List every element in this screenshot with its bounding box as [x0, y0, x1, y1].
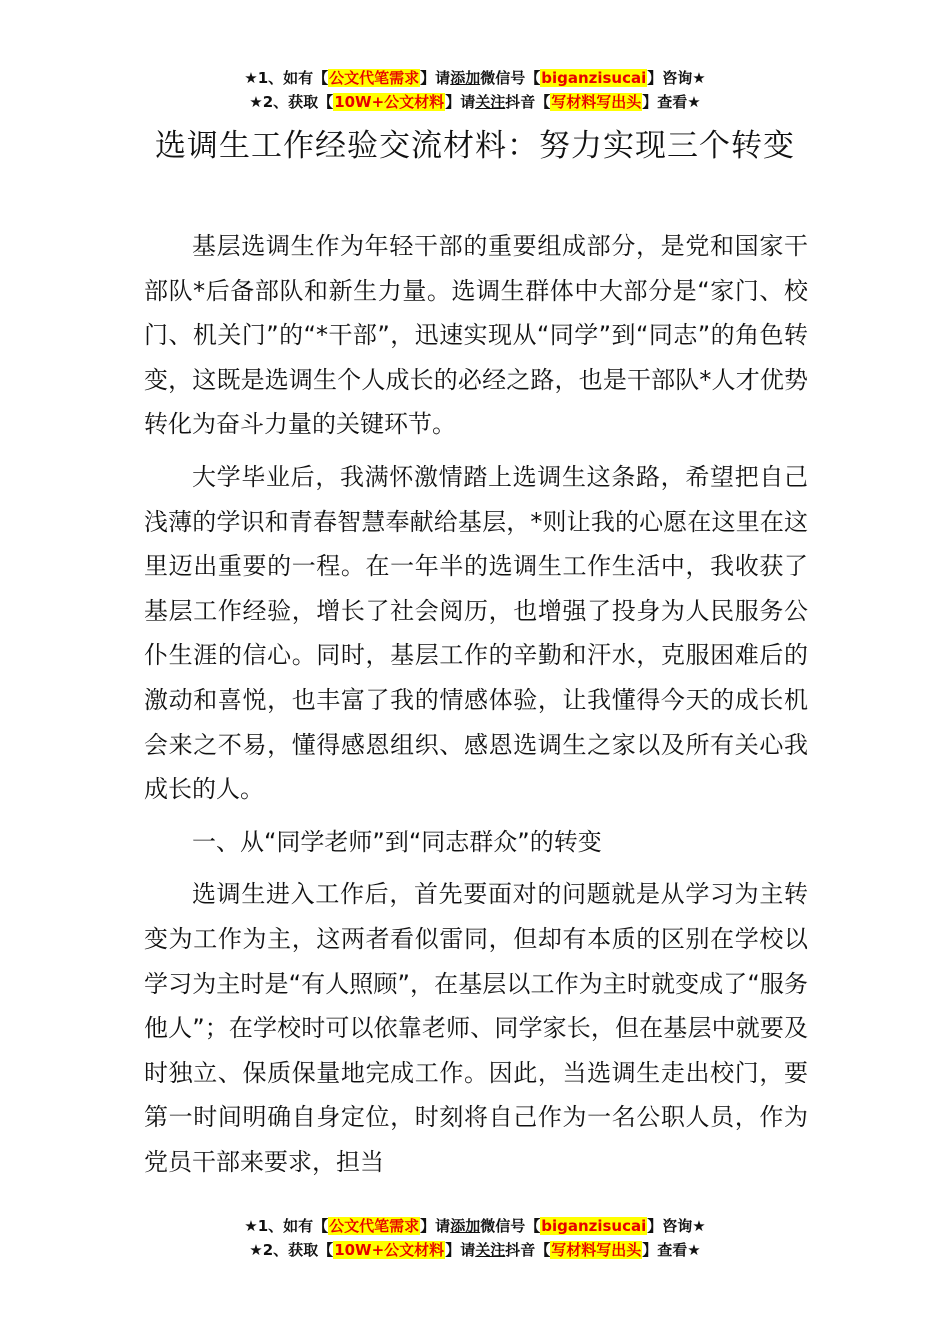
highlight-wechat-id: biganzisucai: [541, 69, 647, 87]
paragraph-section-1: 选调生进入工作后，首先要面对的问题就是从学习为主转变为工作为主，这两者看似雷同，但却有本质的区别在学校以学习为主时是“有人照顾”，在基层以工作为主时就变成了“服务他人”；在学校时可以依靠老师、同学家长，但在基层中就要及时独立、保质保量地完成工作。因此，当选调生走出校门，要第一时间明确自身定位，时刻将自己作为一名公职人员，作为党员干部来要求，担当: [144, 880, 808, 1176]
banner-line-1: ★1、如有【公文代笔需求】请添加微信号【biganzisucai】咨询★: [244, 69, 706, 87]
banner-line-2: ★2、获取【10W+公文材料】请关注抖音【写材料写出头】查看★: [249, 1241, 701, 1259]
banner-line-2: ★2、获取【10W+公文材料】请关注抖音【写材料写出头】查看★: [249, 93, 701, 111]
highlight-douyin-account: 写材料写出头: [551, 93, 642, 111]
highlight-materials: 10W+公文材料: [334, 93, 445, 111]
document-title: 选调生工作经验交流材料：努力实现三个转变: [155, 128, 795, 164]
paragraph-intro: 基层选调生作为年轻干部的重要组成部分，是党和国家干部队*后备部队和新生力量。选调生群体中大部分是“家门、校门、机关门”的“*干部”，迅速实现从“同学”到“同志”的角色转变，这既是选调生个人成长的必经之路，也是干部队*人才优势转化为奋斗力量的关键环节。: [144, 232, 808, 439]
highlight-service: 公文代笔需求: [329, 69, 420, 87]
highlight-service: 公文代笔需求: [329, 1217, 420, 1235]
highlight-materials: 10W+公文材料: [334, 1241, 445, 1259]
highlight-douyin-account: 写材料写出头: [551, 1241, 642, 1259]
highlight-wechat-id: biganzisucai: [541, 1217, 647, 1235]
document-body: [144, 224, 808, 1192]
section-heading-1: 一、从“同学老师”到“同志群众”的转变: [192, 827, 602, 856]
paragraph-experience: 大学毕业后，我满怀激情踏上选调生这条路，希望把自己浅薄的学识和青春智慧奉献给基层，*则让我的心愿在这里在这里迈出重要的一程。在一年半的选调生工作生活中，我收获了基层工作经验，增长了社会阅历，也增强了投身为人民服务公仆生涯的信心。同时，基层工作的辛勤和汗水，克服困难后的激动和喜悦，也丰富了我的情感体验，让我懂得今天的成长机会来之不易，懂得感恩组织、感恩选调生之家以及所有关心我成长的人。: [144, 462, 808, 804]
footer-banner: [0, 1214, 950, 1262]
header-banner: [0, 66, 950, 114]
banner-line-1: ★1、如有【公文代笔需求】请添加微信号【biganzisucai】咨询★: [244, 1217, 706, 1235]
